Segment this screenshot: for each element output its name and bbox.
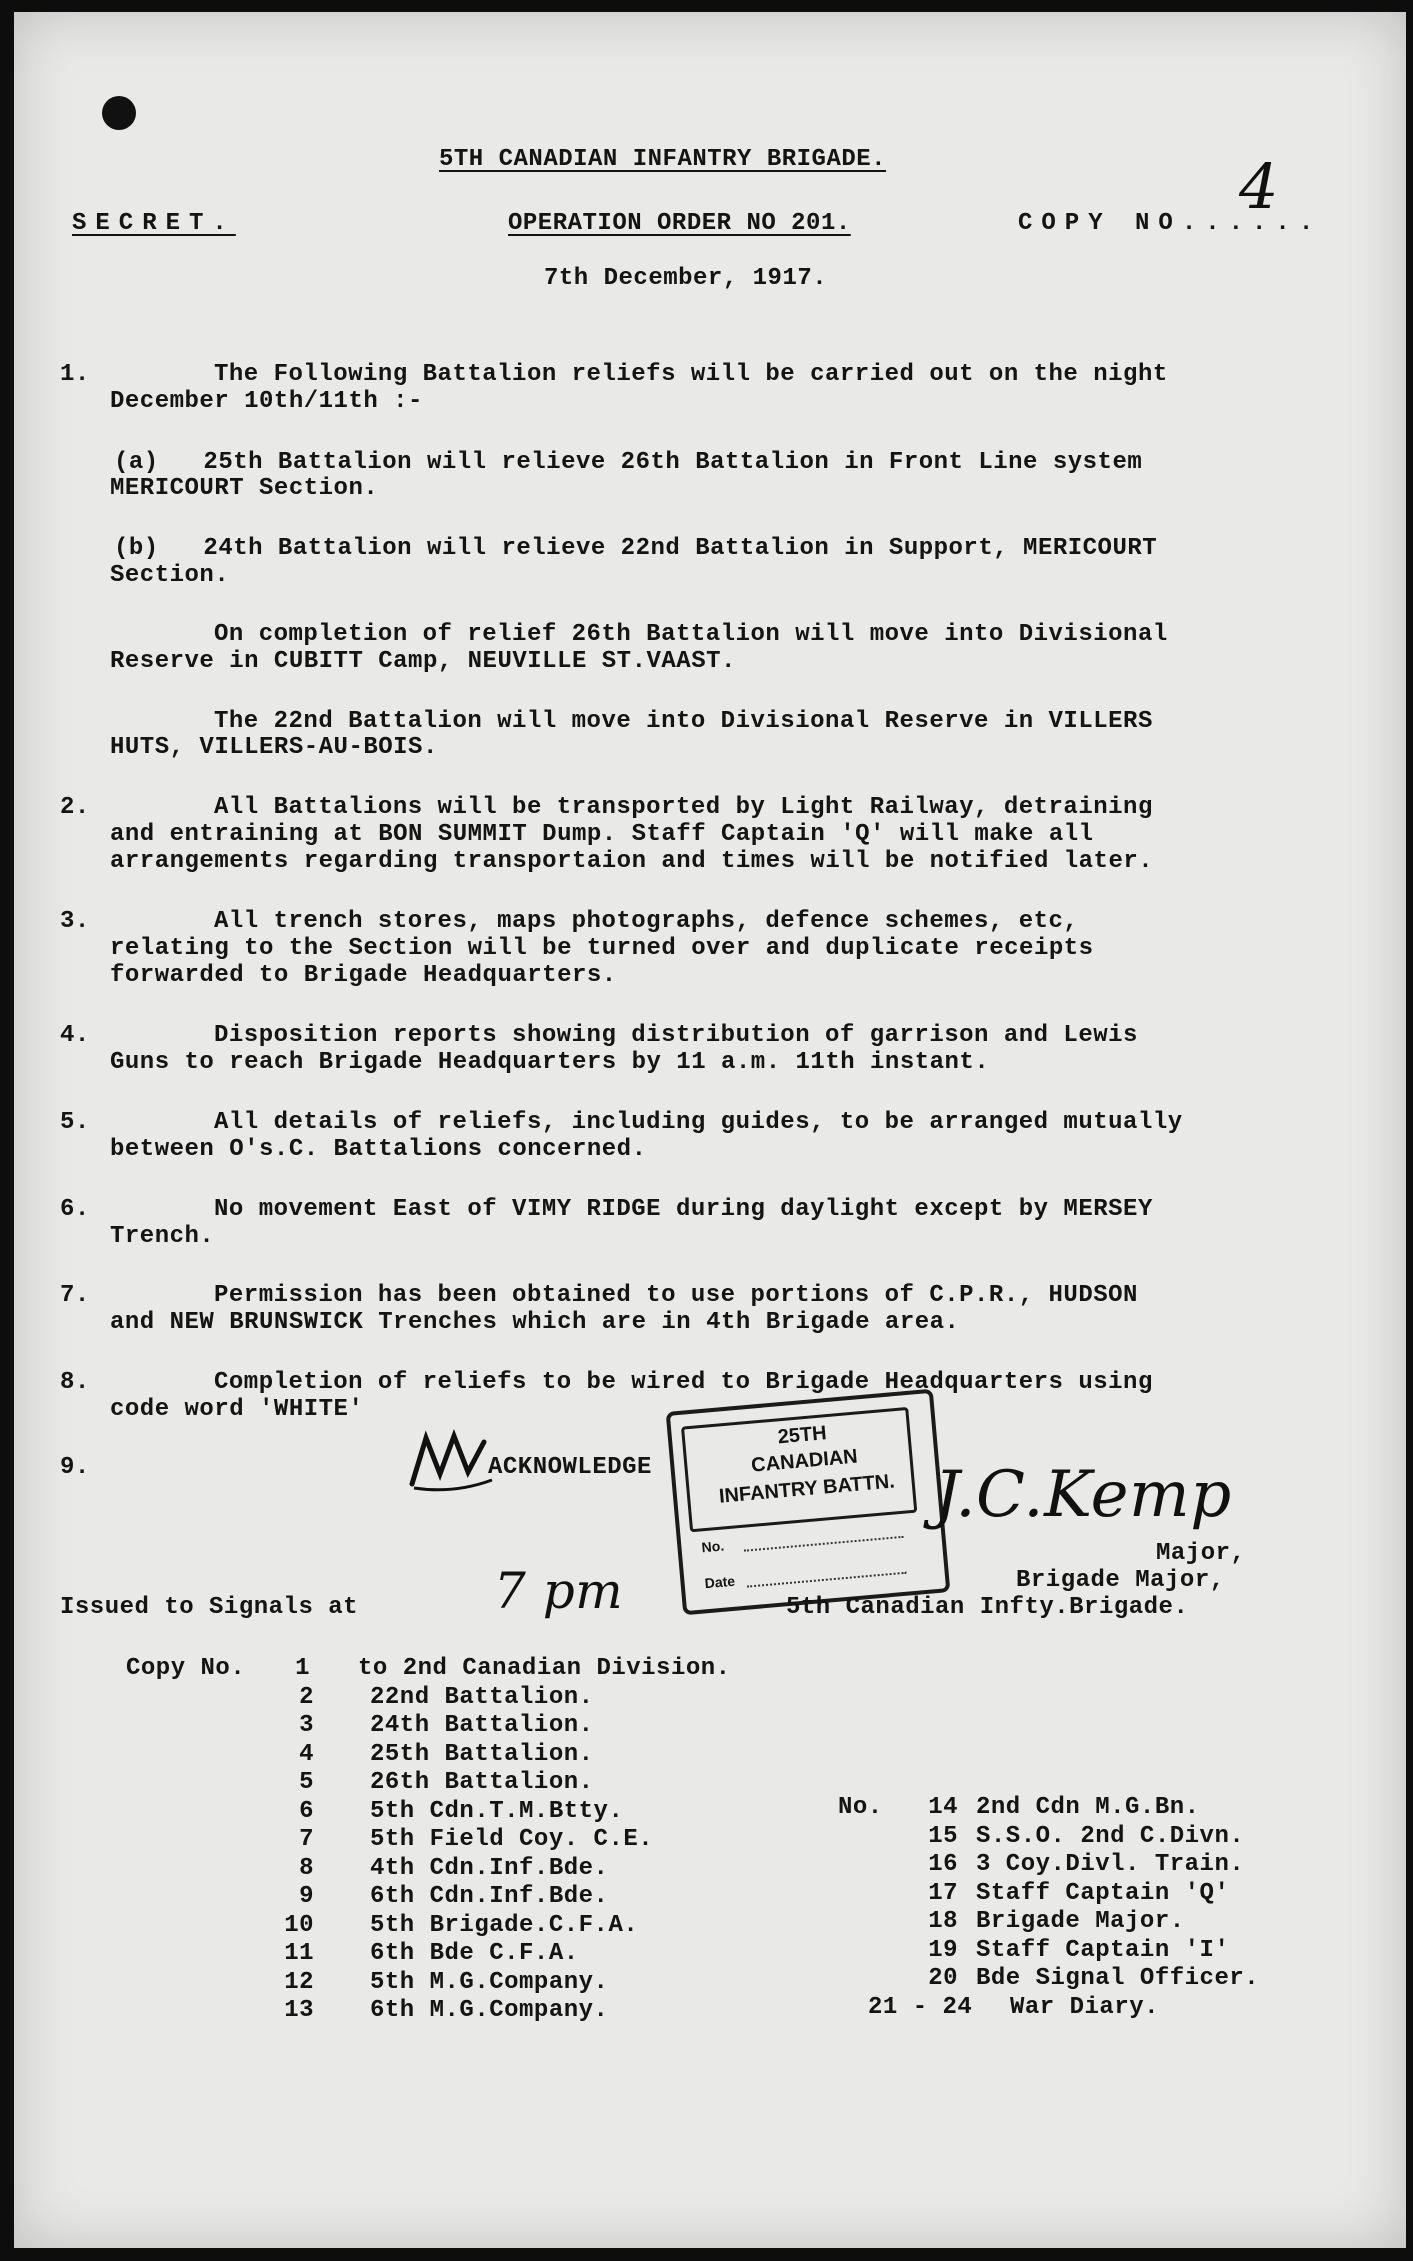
distribution-row-number: 5 (299, 1769, 314, 1796)
distribution-row-number: 11 (284, 1940, 314, 1967)
para-7-line-2: and NEW BRUNSWICK Trenches which are in 4th Brigade area. (110, 1309, 960, 1336)
distribution-row-right-recipient: 3 Coy.Divl. Train. (976, 1851, 1245, 1878)
operation-order-title: OPERATION ORDER NO 201. (508, 210, 851, 237)
signature-role: Brigade Major, (1016, 1567, 1225, 1594)
distribution-row-number: 10 (284, 1911, 314, 1939)
para-9-number: 9. (60, 1454, 90, 1481)
copy-no-prefix: Copy No. (126, 1655, 246, 1682)
distribution-row-recipient: 5th Field Coy. C.E. (370, 1826, 654, 1853)
distribution-row-right-number: 21 - 24 (868, 1993, 973, 2021)
stamp-line-1: 25TH (776, 1422, 828, 1449)
para-1d-line-1: The 22nd Battalion will move into Divisional Reserve in VILLERS (214, 708, 1153, 735)
copy-number-label: COPY NO...... (1018, 210, 1323, 237)
brigade-heading: 5TH CANADIAN INFANTRY BRIGADE. (439, 146, 887, 173)
distribution-row-number: 7 (299, 1826, 314, 1853)
stamp-no-line (744, 1536, 904, 1552)
para-2-line-3: arrangements regarding transportaion and times will be notified later. (110, 848, 1154, 875)
para-1d-line-2: HUTS, VILLERS-AU-BOIS. (110, 734, 438, 761)
para-3-line-2: relating to the Section will be turned over and duplicate receipts (110, 935, 1094, 962)
distribution-row-right-recipient: War Diary. (1010, 1993, 1160, 2021)
distribution-row-recipient: 5th Brigade.C.F.A. (370, 1911, 639, 1939)
para-1-number: 1. (60, 361, 90, 388)
para-6-number: 6. (60, 1196, 90, 1223)
para-8-number: 8. (60, 1369, 90, 1396)
copy-number-handwritten: 4 (1239, 150, 1279, 223)
stamp-date-label: Date (703, 1572, 736, 1592)
para-5-line-1: All details of reliefs, including guides, to be arranged mutually (214, 1109, 1183, 1136)
distribution-row-right-number: 17 (928, 1879, 958, 1907)
para-3-number: 3. (60, 908, 90, 935)
para-2-number: 2. (60, 794, 90, 821)
document-date: 7th December, 1917. (544, 265, 828, 292)
para-1c-line-2: Reserve in CUBITT Camp, NEUVILLE ST.VAAST. (110, 648, 736, 675)
para-6-line-2: Trench. (110, 1223, 215, 1250)
acknowledge-text: ACKNOWLEDGE (488, 1454, 652, 1481)
distribution-row-number: 13 (284, 1997, 314, 2024)
para-4-number: 4. (60, 1022, 90, 1049)
para-1a-line-1: (a) 25th Battalion will relieve 26th Battalion in Front Line system (114, 449, 1143, 476)
para-3-line-3: forwarded to Brigade Headquarters. (110, 962, 617, 989)
distribution-row-right-recipient: Bde Signal Officer. (976, 1965, 1260, 1992)
document-page (14, 12, 1406, 2248)
issued-time-handwritten: 7 pm (494, 1562, 624, 1620)
para-5-line-2: between O's.C. Battalions concerned. (110, 1136, 647, 1163)
distribution-row-right-recipient: Brigade Major. (976, 1908, 1185, 1935)
signature-unit: 5th Canadian Infty.Brigade. (786, 1594, 1189, 1621)
para-7-number: 7. (60, 1282, 90, 1309)
distribution-row-recipient: 6th M.G.Company. (370, 1997, 609, 2024)
punch-hole (102, 96, 136, 130)
distribution-row-number: 8 (299, 1854, 314, 1882)
distribution-row-number: 9 (299, 1883, 314, 1910)
distribution-row-right-number: 20 (928, 1965, 958, 1992)
distribution-row-recipient: 25th Battalion. (370, 1740, 594, 1768)
distribution-row-recipient: 22nd Battalion. (370, 1683, 594, 1711)
distribution-row-recipient: 4th Cdn.Inf.Bde. (370, 1854, 609, 1882)
copy-no-prefix-right: No. (838, 1794, 883, 1821)
stamp-no-label: No. (700, 1537, 725, 1556)
para-2-line-1: All Battalions will be transported by Light Railway, detraining (214, 794, 1153, 821)
stamp-date-line (747, 1572, 907, 1588)
distribution-row-number: 1 (295, 1655, 310, 1682)
distribution-row-recipient: 5th M.G.Company. (370, 1968, 609, 1996)
secret-marking: SECRET. (72, 210, 236, 237)
distribution-row-right-number: 18 (928, 1908, 958, 1935)
para-1a-line-2: MERICOURT Section. (110, 475, 379, 502)
distribution-row-recipient: 24th Battalion. (370, 1712, 594, 1739)
distribution-row-number: 6 (299, 1797, 314, 1825)
para-7-line-1: Permission has been obtained to use portions of C.P.R., HUDSON (214, 1282, 1138, 1309)
distribution-row-right-number: 19 (928, 1936, 958, 1964)
distribution-row-right-number: 15 (928, 1822, 958, 1850)
para-4-line-2: Guns to reach Brigade Headquarters by 11 a.m. 11th instant. (110, 1049, 990, 1076)
distribution-row-number: 2 (299, 1683, 314, 1711)
distribution-row-number: 3 (299, 1712, 314, 1739)
para-6-line-1: No movement East of VIMY RIDGE during daylight except by MERSEY (214, 1196, 1153, 1223)
para-1b-line-1: (b) 24th Battalion will relieve 22nd Battalion in Support, MERICOURT (114, 535, 1158, 562)
distribution-row-number: 12 (284, 1968, 314, 1996)
para-2-line-2: and entraining at BON SUMMIT Dump. Staff Captain 'Q' will make all (110, 821, 1094, 848)
distribution-row-recipient: to 2nd Canadian Division. (358, 1655, 731, 1682)
signature-rank: Major, (1156, 1540, 1246, 1567)
distribution-row-right-number: 16 (928, 1851, 958, 1878)
distribution-row-right-number: 14 (928, 1794, 958, 1821)
para-1-line-1: The Following Battalion reliefs will be carried out on the night (214, 361, 1168, 388)
battalion-received-stamp (666, 1389, 951, 1616)
distribution-row-recipient: 6th Bde C.F.A. (370, 1940, 579, 1967)
para-4-line-1: Disposition reports showing distribution of garrison and Lewis (214, 1022, 1138, 1049)
para-3-line-1: All trench stores, maps photographs, defence schemes, etc, (214, 908, 1079, 935)
issued-label: Issued to Signals at (60, 1594, 359, 1621)
distribution-row-number: 4 (299, 1740, 314, 1768)
distribution-row-recipient: 6th Cdn.Inf.Bde. (370, 1883, 609, 1910)
para-1-line-2: December 10th/11th :- (110, 388, 423, 415)
distribution-row-recipient: 26th Battalion. (370, 1769, 594, 1796)
distribution-row-recipient: 5th Cdn.T.M.Btty. (370, 1797, 624, 1825)
stamp-line-3: INFANTRY BATTN. (718, 1470, 896, 1508)
para-1c-line-1: On completion of relief 26th Battalion will move into Divisional (214, 621, 1168, 648)
stamp-line-2: CANADIAN (750, 1445, 859, 1477)
distribution-row-right-recipient: Staff Captain 'I' (976, 1936, 1230, 1964)
distribution-row-right-recipient: 2nd Cdn M.G.Bn. (976, 1794, 1200, 1821)
distribution-row-right-recipient: S.S.O. 2nd C.Divn. (976, 1822, 1245, 1850)
para-5-number: 5. (60, 1109, 90, 1136)
signature: J.C.Kemp (934, 1458, 1232, 1532)
para-8-line-2: code word 'WHITE' (110, 1396, 364, 1423)
para-1b-line-2: Section. (110, 562, 230, 589)
para-8-line-1: Completion of reliefs to be wired to Brigade Headquarters using (214, 1369, 1153, 1396)
distribution-row-right-recipient: Staff Captain 'Q' (976, 1879, 1230, 1907)
